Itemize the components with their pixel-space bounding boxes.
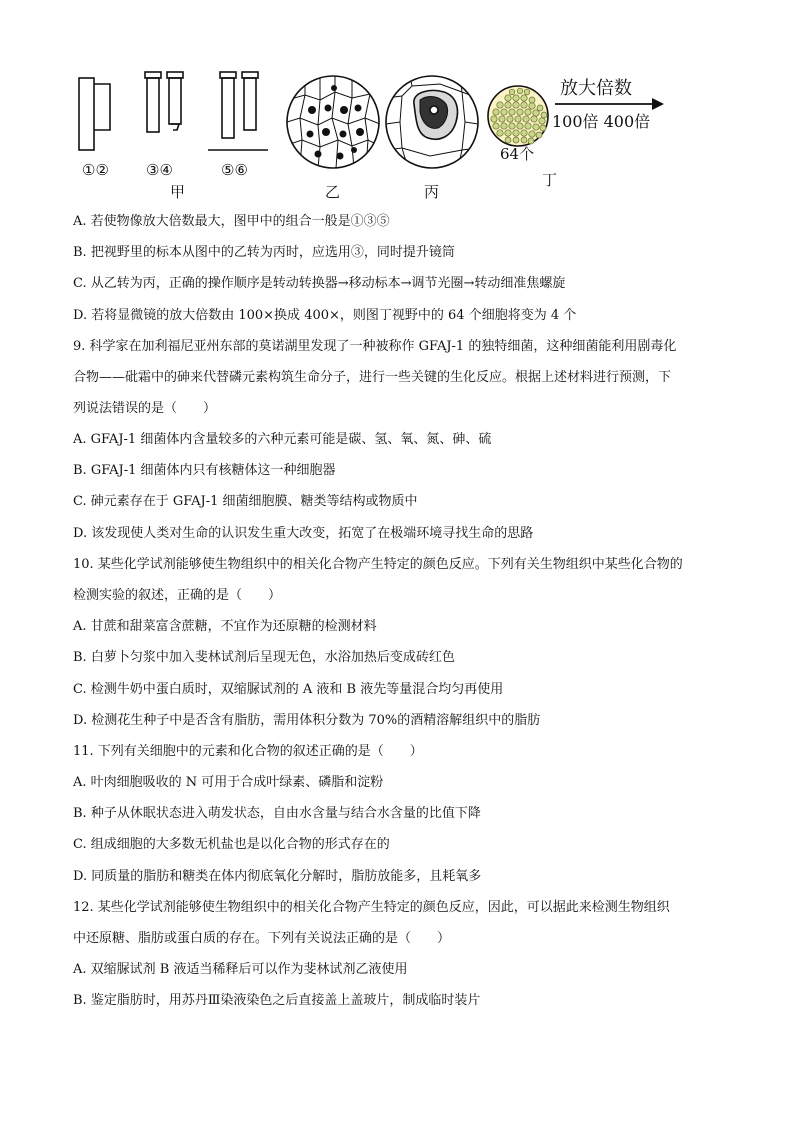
q9-stem: 列说法错误的是（ ） xyxy=(73,401,217,416)
view-ding xyxy=(488,86,548,146)
objective-3 xyxy=(145,72,161,132)
label-jia: 甲 xyxy=(170,183,186,201)
q8-option-d: D. 若将显微镜的放大倍数由 100×换成 400×，则图丁视野中的 64 个细胞将变为 4 个 xyxy=(73,308,577,323)
q11-stem: 11. 下列有关细胞中的元素和化合物的叙述正确的是（ ） xyxy=(73,744,423,759)
label-bing: 丙 xyxy=(424,183,440,201)
q9-option-c: C. 砷元素存在于 GFAJ-1 细菌细胞膜、糖类等结构或物质中 xyxy=(73,494,418,509)
q8-option-a: A. 若使物像放大倍数最大，图甲中的组合一般是①③⑤ xyxy=(73,214,390,229)
q11-option-c: C. 组成细胞的大多数无机盐也是以化合物的形式存在的 xyxy=(73,837,390,852)
label-eyepieces: ①② xyxy=(82,161,109,179)
label-cell-count: 64个 xyxy=(500,145,535,163)
label-magnification-values: 100倍 400倍 xyxy=(552,112,651,131)
q9-stem: 9. 科学家在加利福尼亚州东部的莫诺湖里发现了一种被称作 GFAJ-1 的独特细菌，这种细菌能利用剧毒化 xyxy=(73,339,677,354)
magnification-arrow xyxy=(555,98,664,110)
q9-option-a: A. GFAJ-1 细菌体内含量较多的六种元素可能是碳、氢、氧、氮、砷、硫 xyxy=(73,432,492,447)
eyepiece-short xyxy=(94,84,110,130)
q10-stem: 10. 某些化学试剂能够使生物组织中的相关化合物产生特定的颜色反应。下列有关生物组织中某些化合物的 xyxy=(73,557,683,572)
label-magnification: 放大倍数 xyxy=(560,78,632,99)
figure-drawing xyxy=(0,0,794,210)
q8-option-c: C. 从乙转为丙，正确的操作顺序是转动转换器→移动标本→调节光圈→转动细准焦螺旋 xyxy=(73,276,566,291)
q11-option-a: A. 叶肉细胞吸收的 N 可用于合成叶绿素、磷脂和淀粉 xyxy=(73,775,384,790)
q10-option-a: A. 甘蔗和甜菜富含蔗糖，不宜作为还原糖的检测材料 xyxy=(73,619,377,634)
q12-stem: 12. 某些化学试剂能够使生物组织中的相关化合物产生特定的颜色反应，因此，可以据此来检测生物组织 xyxy=(73,900,670,915)
q10-option-b: B. 白萝卜匀浆中加入斐林试剂后呈现无色，水浴加热后变成砖红色 xyxy=(73,650,455,665)
label-objectives-56: ⑤⑥ xyxy=(221,161,248,179)
view-bing xyxy=(386,76,478,168)
q9-stem: 合物——砒霜中的砷来代替磷元素构筑生命分子，进行一些关键的生化反应。根据上述材料进行预测，下 xyxy=(73,370,672,385)
objective-5 xyxy=(220,72,236,138)
q11-option-d: D. 同质量的脂肪和糖类在体内彻底氧化分解时，脂肪放能多，且耗氧多 xyxy=(73,869,482,884)
q9-option-b: B. GFAJ-1 细菌体内只有核糖体这一种细胞器 xyxy=(73,463,336,478)
q12-option-b: B. 鉴定脂肪时，用苏丹Ⅲ染液染色之后直接盖上盖玻片，制成临时装片 xyxy=(73,993,481,1008)
q11-option-b: B. 种子从休眠状态进入萌发状态，自由水含量与结合水含量的比值下降 xyxy=(73,806,481,821)
objective-6 xyxy=(242,72,258,130)
q9-option-d: D. 该发现使人类对生命的认识发生重大改变，拓宽了在极端环境寻找生命的思路 xyxy=(73,526,534,541)
view-yi xyxy=(287,76,380,168)
eyepiece-long xyxy=(79,78,94,150)
q12-option-a: A. 双缩脲试剂 B 液适当稀释后可以作为斐林试剂乙液使用 xyxy=(73,962,408,977)
objective-4 xyxy=(167,72,183,130)
label-ding: 丁 xyxy=(542,171,558,189)
microscope-figure xyxy=(0,0,794,210)
q10-option-d: D. 检测花生种子中是否含有脂肪，需用体积分数为 70%的酒精溶解组织中的脂肪 xyxy=(73,713,541,728)
q10-option-c: C. 检测牛奶中蛋白质时，双缩脲试剂的 A 液和 B 液先等量混合均匀再使用 xyxy=(73,682,504,697)
label-objectives-34: ③④ xyxy=(146,161,173,179)
q12-stem: 中还原糖、脂肪或蛋白质的存在。下列有关说法正确的是（ ） xyxy=(73,931,451,946)
label-yi: 乙 xyxy=(325,183,341,201)
q8-option-b: B. 把视野里的标本从图中的乙转为丙时，应选用③，同时提升镜筒 xyxy=(73,245,455,260)
q10-stem: 检测实验的叙述，正确的是（ ） xyxy=(73,588,282,603)
